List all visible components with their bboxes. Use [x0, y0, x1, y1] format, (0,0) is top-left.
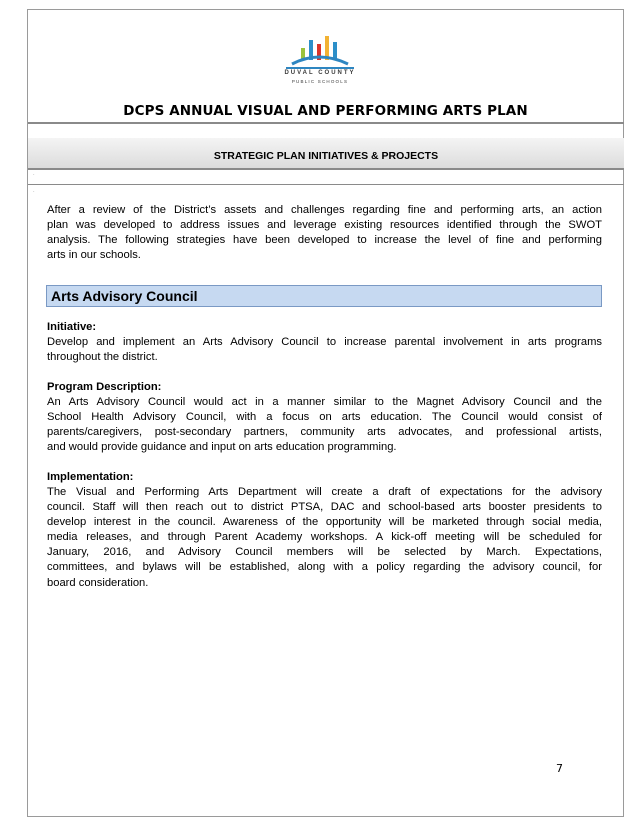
text-line: School Health Advisory Council, with a focus on arts education. The Council would consist of: [47, 411, 602, 424]
text-line: parents/caregivers, post-secondary partners, community arts advocates, and professional artists,: [47, 426, 602, 439]
text-line: and would provide guidance and input on arts education programming.: [47, 441, 397, 454]
implementation-heading: Implementation:: [47, 471, 134, 483]
text-line: Develop and implement an Arts Advisory Council to increase parental involvement in arts programs: [47, 336, 602, 348]
intro-paragraph: [47, 203, 602, 263]
document-title: DCPS ANNUAL VISUAL AND PERFORMING ARTS PLAN: [123, 103, 528, 119]
implementation-paragraph: [47, 485, 602, 591]
text-line: media releases, and through Parent Academy workshops. A kick-off meeting will be scheduled for: [47, 531, 602, 544]
text-line: An Arts Advisory Council would act in a manner similar to the Magnet Advisory Council and the: [47, 396, 602, 408]
logo-name: DUVAL COUNTY: [284, 70, 356, 76]
text-line: council. Staff will then reach out to district PTSA, DAC and school-based arts booster presidents to: [47, 501, 602, 514]
text-line: analysis. The following strategies have been developed to increase the level of fine and performing: [47, 234, 602, 247]
text-line: committees, and bylaws will be established, along with a policy regarding the advisory council, for: [47, 561, 602, 574]
blank-marker: ·: [33, 189, 35, 195]
text-line: develop interest in the council. Awareness of the opportunity will be marketed through social media,: [47, 516, 602, 529]
text-line: The Visual and Performing Arts Department will create a draft of expectations for the advisory: [47, 486, 602, 498]
banner-divider: [28, 184, 624, 185]
description-paragraph: [47, 395, 602, 455]
page-number: 7: [556, 762, 563, 775]
banner-title: STRATEGIC PLAN INITIATIVES & PROJECTS: [213, 150, 439, 162]
text-line: plan was developed to address issues and leverage existing resources identified through the SWOT: [47, 219, 602, 232]
description-heading: Program Description:: [47, 381, 162, 393]
text-line: After a review of the District’s assets and challenges regarding fine and performing arts, an action: [47, 204, 602, 216]
text-line: throughout the district.: [47, 351, 158, 364]
logo-subtitle: PUBLIC SCHOOLS: [291, 79, 349, 84]
text-line: January, 2016, and Advisory Council members will be selected by March. Expectations,: [47, 546, 602, 559]
text-line: board consideration.: [47, 576, 149, 589]
logo-mark-icon: [272, 30, 368, 70]
district-logo: [272, 30, 368, 92]
section-heading: [46, 285, 602, 307]
section-banner: [28, 138, 624, 170]
text-line: arts in our schools.: [47, 249, 141, 262]
initiative-heading: Initiative:: [47, 321, 97, 333]
title-divider: [28, 122, 624, 124]
blank-marker: ·: [33, 172, 35, 178]
initiative-paragraph: [47, 335, 602, 365]
section-title: Arts Advisory Council: [51, 288, 198, 304]
